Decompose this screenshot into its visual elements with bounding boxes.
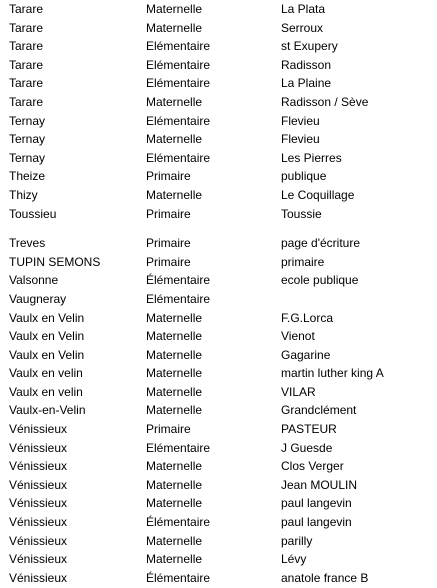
school-type-cell: Elémentaire (146, 440, 211, 455)
school-name-cell: Serroux (281, 20, 324, 35)
commune-cell: Thizy (9, 187, 38, 202)
commune-cell: Tarare (9, 20, 44, 35)
commune-cell: Vénissieux (9, 552, 68, 567)
commune-cell: Treves (9, 236, 46, 251)
school-table (9, 0, 437, 587)
commune-cell: Vaulx en Velin (9, 310, 85, 325)
school-type-cell: Maternelle (146, 403, 203, 418)
school-name-cell: La Plaine (281, 76, 332, 91)
school-name-cell: anatole france B (281, 570, 369, 585)
school-name-cell: Flevieu (281, 113, 320, 128)
table-row (9, 439, 437, 458)
table-row (9, 550, 437, 569)
school-name-cell: VILAR (281, 384, 316, 399)
school-type-cell: Maternelle (146, 459, 203, 474)
school-type-cell: Primaire (146, 169, 191, 184)
table-row (9, 476, 437, 495)
school-name-cell: paul langevin (281, 515, 352, 530)
school-name-cell: Lévy (281, 552, 307, 567)
school-name-cell: martin luther king A (281, 366, 384, 381)
school-type-cell: Maternelle (146, 477, 203, 492)
commune-cell: Toussieu (9, 206, 57, 221)
commune-cell: Vénissieux (9, 440, 68, 455)
commune-cell: Vaulx-en-Velin (9, 403, 86, 418)
commune-cell: Vénissieux (9, 533, 68, 548)
table-row (9, 19, 437, 38)
commune-cell: Ternay (9, 150, 46, 165)
school-type-cell: Primaire (146, 206, 191, 221)
commune-cell: Tarare (9, 94, 44, 109)
commune-cell: Tarare (9, 76, 44, 91)
table-row (9, 327, 437, 346)
commune-cell: Theize (9, 169, 46, 184)
school-name-cell: J Guesde (281, 440, 333, 455)
school-name-cell: Clos Verger (281, 459, 344, 474)
table-row (9, 0, 437, 19)
school-name-cell: st Exupery (281, 39, 338, 54)
school-type-cell: Elémentaire (146, 39, 211, 54)
school-type-cell: Maternelle (146, 552, 203, 567)
school-type-cell: Maternelle (146, 310, 203, 325)
commune-cell: Vénissieux (9, 570, 68, 585)
school-type-cell: Élémentaire (146, 273, 211, 288)
commune-cell: Ternay (9, 132, 46, 147)
table-row (9, 532, 437, 551)
table-row (9, 112, 437, 131)
commune-cell: Vaulx en velin (9, 366, 83, 381)
table-row (9, 253, 437, 272)
school-type-cell: Elémentaire (146, 57, 211, 72)
commune-cell: Vaulx en Velin (9, 329, 85, 344)
school-name-cell: page d'écriture (281, 236, 361, 251)
table-row (9, 420, 437, 439)
commune-cell: Vaulx en Velin (9, 347, 85, 362)
table-row (9, 234, 437, 253)
table-row (9, 569, 437, 588)
table-row (9, 290, 437, 309)
school-name-cell: Gagarine (281, 347, 331, 362)
table-row (9, 457, 437, 476)
school-type-cell: Maternelle (146, 132, 203, 147)
commune-cell: Valsonne (9, 273, 59, 288)
commune-cell: Vénissieux (9, 477, 68, 492)
school-name-cell: Vienot (281, 329, 315, 344)
commune-cell: Vaugneray (9, 291, 67, 306)
commune-cell: Vénissieux (9, 422, 68, 437)
commune-cell: Ternay (9, 113, 46, 128)
school-type-cell: Elémentaire (146, 291, 211, 306)
school-name-cell: primaire (281, 254, 325, 269)
school-name-cell: F.G.Lorca (281, 310, 334, 325)
table-row (9, 130, 437, 149)
school-name-cell: Radisson (281, 57, 332, 72)
school-type-cell: Maternelle (146, 496, 203, 511)
table-row (9, 149, 437, 168)
table-row (9, 56, 437, 75)
commune-cell: Tarare (9, 2, 44, 16)
school-type-cell: Primaire (146, 236, 191, 251)
school-name-cell: Radisson / Sève (281, 94, 369, 109)
school-type-cell: Elémentaire (146, 150, 211, 165)
commune-cell: Vénissieux (9, 515, 68, 530)
school-name-cell: Les Pierres (281, 150, 342, 165)
table-row (9, 309, 437, 328)
table-row (9, 494, 437, 513)
commune-cell: Vaulx en velin (9, 384, 83, 399)
school-type-cell: Maternelle (146, 533, 203, 548)
table-row (9, 346, 437, 365)
school-name-cell: Grandclément (281, 403, 357, 418)
table-row (9, 37, 437, 56)
commune-cell: Tarare (9, 39, 44, 54)
school-type-cell: Elémentaire (146, 76, 211, 91)
table-row (9, 383, 437, 402)
school-type-cell: Maternelle (146, 187, 203, 202)
school-name-cell: PASTEUR (281, 422, 337, 437)
school-type-cell: Elémentaire (146, 113, 211, 128)
table-row (9, 401, 437, 420)
school-type-cell: Primaire (146, 422, 191, 437)
commune-cell: Vénissieux (9, 459, 68, 474)
school-type-cell: Maternelle (146, 20, 203, 35)
table-row (9, 513, 437, 532)
school-type-cell: Maternelle (146, 329, 203, 344)
school-type-cell: Maternelle (146, 347, 203, 362)
school-name-cell: publique (281, 169, 327, 184)
table-row (9, 186, 437, 205)
school-type-cell: Élémentaire (146, 515, 211, 530)
school-name-cell: Flevieu (281, 132, 320, 147)
school-type-cell: Primaire (146, 254, 191, 269)
school-type-cell: Maternelle (146, 2, 203, 16)
school-name-cell: ecole publique (281, 273, 359, 288)
table-row (9, 93, 437, 112)
table-row (9, 271, 437, 290)
school-type-cell: Maternelle (146, 384, 203, 399)
table-row (9, 167, 437, 186)
commune-cell: Tarare (9, 57, 44, 72)
school-name-cell: paul langevin (281, 496, 352, 511)
commune-cell: TUPIN SEMONS (9, 254, 101, 269)
school-type-cell: Maternelle (146, 94, 203, 109)
school-type-cell: Maternelle (146, 366, 203, 381)
table-row (9, 74, 437, 93)
table-row (9, 205, 437, 224)
school-name-cell: parilly (281, 533, 313, 548)
school-name-cell: Toussie (281, 206, 322, 221)
school-name-cell: La Plata (281, 2, 326, 16)
school-name-cell: Jean MOULIN (281, 477, 358, 492)
table-row (9, 364, 437, 383)
commune-cell: Vénissieux (9, 496, 68, 511)
school-type-cell: Élémentaire (146, 570, 211, 585)
school-name-cell: Le Coquillage (281, 187, 355, 202)
